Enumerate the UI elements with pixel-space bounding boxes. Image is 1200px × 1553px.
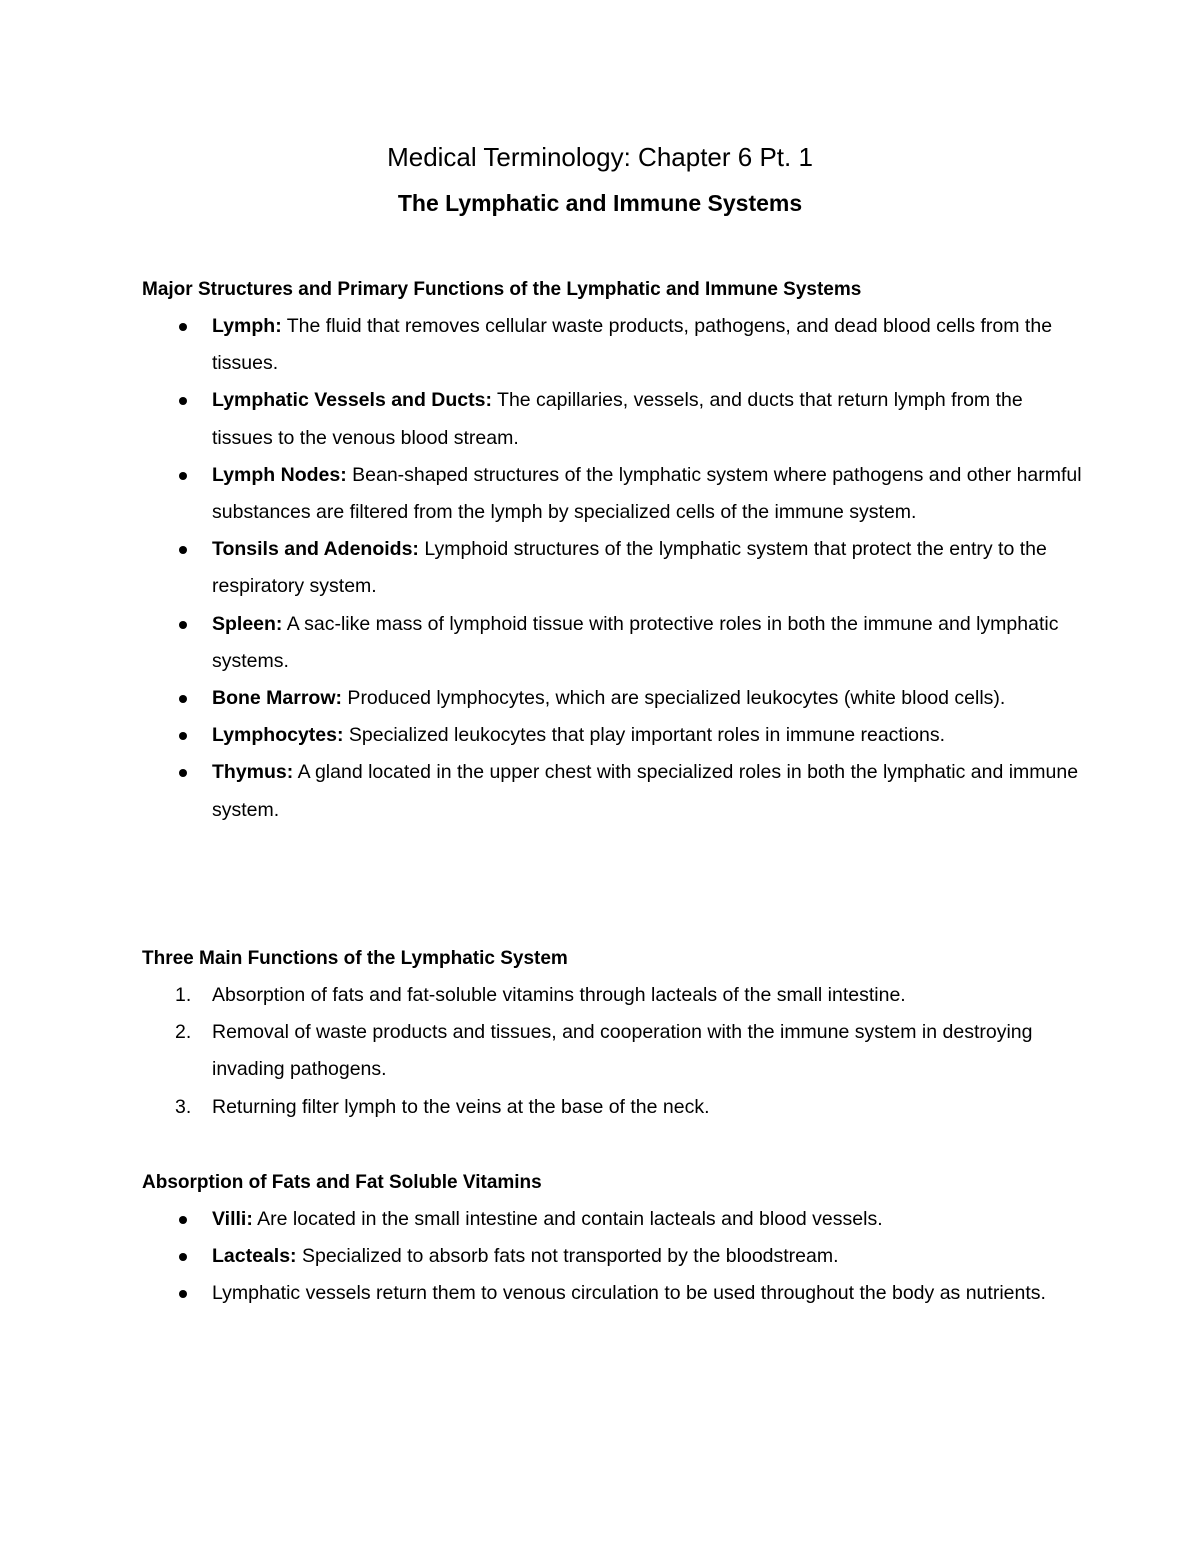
term-label: Spleen: bbox=[212, 612, 283, 635]
term-label: Lymph Nodes: bbox=[212, 463, 347, 486]
list-item bbox=[142, 1089, 1082, 1126]
list-item bbox=[142, 457, 1082, 531]
list-item bbox=[142, 531, 1082, 605]
list-item bbox=[142, 1014, 1082, 1088]
bullet-icon bbox=[179, 546, 187, 554]
bullet-icon bbox=[179, 323, 187, 331]
absorption-section bbox=[142, 1164, 1082, 1313]
bullet-icon bbox=[179, 695, 187, 703]
term-label: Thymus: bbox=[212, 761, 294, 784]
list-number: 2. bbox=[175, 1021, 192, 1044]
bullet-icon bbox=[179, 621, 187, 629]
list-text: Removal of waste products and tissues, and cooperation with the immune system in destroying invading pathogens. bbox=[212, 1021, 1033, 1081]
structures-section bbox=[142, 271, 1082, 829]
absorption-heading: Absorption of Fats and Fat Soluble Vitamins bbox=[142, 1172, 542, 1193]
list-number: 1. bbox=[175, 984, 192, 1006]
structures-list bbox=[142, 308, 1082, 829]
bullet-icon bbox=[179, 472, 187, 480]
term-definition: Specialized leukocytes that play important roles in immune reactions. bbox=[343, 724, 946, 747]
list-item bbox=[142, 606, 1082, 680]
term-label: Lymph: bbox=[212, 315, 282, 337]
term-definition: Specialized to absorb fats not transported by the bloodstream. bbox=[296, 1245, 839, 1268]
term-definition: Lymphoid structures of the lymphatic system that protect the entry to the respiratory system. bbox=[212, 538, 1047, 598]
structures-heading: Major Structures and Primary Functions of the Lymphatic and Immune Systems bbox=[142, 279, 862, 300]
term-label: Bone Marrow: bbox=[212, 687, 343, 710]
term-definition: Bean-shaped structures of the lymphatic system where pathogens and other harmful substances are filtered from the lymph by specialized cells of the immune system. bbox=[212, 463, 1082, 524]
list-item bbox=[142, 754, 1082, 828]
list-text: Absorption of fats and fat-soluble vitamins through lacteals of the small intestine. bbox=[212, 984, 906, 1006]
list-item bbox=[142, 1201, 1082, 1238]
page-title: Medical Terminology: Chapter 6 Pt. 1 bbox=[387, 142, 813, 172]
functions-heading: Three Main Functions of the Lymphatic System bbox=[142, 948, 568, 969]
list-text: Lymphatic vessels return them to venous circulation to be used throughout the body as nutrients. bbox=[212, 1282, 1046, 1305]
functions-list bbox=[142, 977, 1082, 1126]
list-item bbox=[142, 1275, 1082, 1312]
bullet-icon bbox=[179, 397, 187, 405]
term-label: Lacteals: bbox=[212, 1245, 297, 1268]
term-label: Tonsils and Adenoids: bbox=[212, 538, 419, 561]
list-item bbox=[142, 382, 1082, 456]
bullet-icon bbox=[179, 1216, 187, 1224]
term-definition: The fluid that removes cellular waste products, pathogens, and dead blood cells from the tissues. bbox=[212, 315, 1053, 375]
term-definition: A sac-like mass of lymphoid tissue with protective roles in both the immune and lymphatic systems. bbox=[212, 612, 1059, 672]
bullet-icon bbox=[179, 769, 187, 777]
term-label: Villi: bbox=[212, 1208, 253, 1230]
functions-section bbox=[142, 940, 1082, 1126]
term-definition: The capillaries, vessels, and ducts that return lymph from the tissues to the venous blood stream. bbox=[212, 389, 1023, 449]
list-item bbox=[142, 717, 1082, 754]
list-text: Returning filter lymph to the veins at the base of the neck. bbox=[212, 1095, 710, 1118]
bullet-icon bbox=[179, 732, 187, 740]
list-item bbox=[142, 308, 1082, 382]
term-label: Lymphocytes: bbox=[212, 724, 344, 747]
list-item bbox=[142, 680, 1082, 717]
term-definition: Are located in the small intestine and contain lacteals and blood vessels. bbox=[252, 1208, 883, 1230]
absorption-list bbox=[142, 1201, 1082, 1313]
list-item bbox=[142, 1238, 1082, 1275]
term-definition: Produced lymphocytes, which are specialized leukocytes (white blood cells). bbox=[342, 687, 1006, 710]
term-definition: A gland located in the upper chest with specialized roles in both the lymphatic and immune system. bbox=[212, 761, 1079, 821]
bullet-icon bbox=[179, 1290, 187, 1298]
list-number: 3. bbox=[175, 1095, 192, 1118]
list-item bbox=[142, 977, 1082, 1014]
term-label: Lymphatic Vessels and Ducts: bbox=[212, 389, 492, 412]
page-subtitle: The Lymphatic and Immune Systems bbox=[397, 190, 803, 216]
bullet-icon bbox=[179, 1253, 187, 1261]
